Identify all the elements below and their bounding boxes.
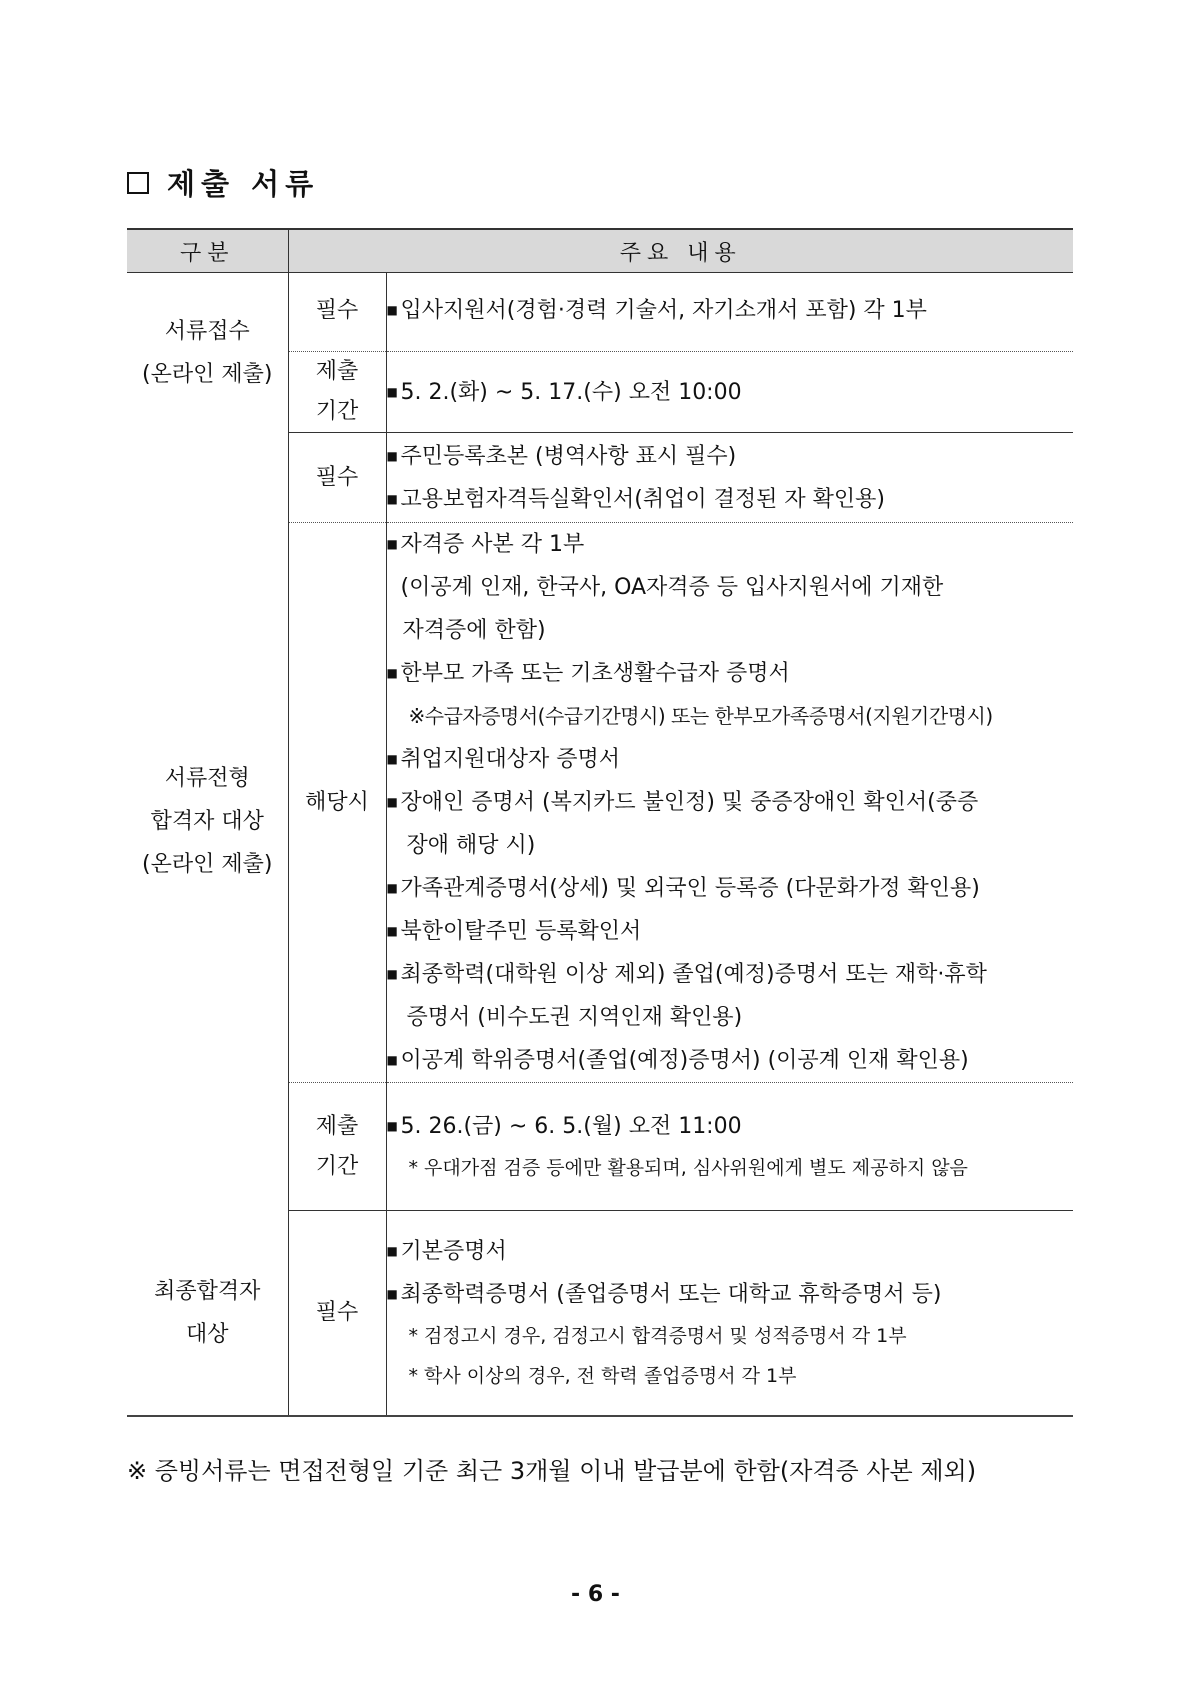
header-category: 구분 xyxy=(127,229,288,273)
documents-table xyxy=(127,228,1073,1417)
label-if-applicable: 해당시 xyxy=(288,523,386,1083)
square-bullet-icon: ■ xyxy=(386,537,398,551)
label-required: 필수 xyxy=(288,273,386,352)
square-bullet-icon: ■ xyxy=(386,881,398,895)
square-bullet-icon: ■ xyxy=(386,303,398,317)
section-title: 제출 서류 xyxy=(167,167,320,201)
label-submission-period: 제출 기간 xyxy=(288,352,386,433)
category-final-passers: 최종합격자 대상 xyxy=(127,1211,288,1416)
square-bullet-icon: ■ xyxy=(386,1053,398,1067)
detail-cell xyxy=(386,433,1073,523)
label-required: 필수 xyxy=(288,1211,386,1416)
table-header-row xyxy=(127,229,1073,273)
list-item: ■ 한부모 가족 또는 기초생활수급자 증명서 xyxy=(387,652,1074,695)
category-document-receipt: 서류접수 (온라인 제출) xyxy=(127,273,288,433)
list-item: ■ 자격증 사본 각 1부 xyxy=(387,523,1074,566)
section-heading xyxy=(127,162,319,203)
list-item: ■ 최종학력(대학원 이상 제외) 졸업(예정)증명서 또는 재학·휴학 xyxy=(387,953,1074,996)
list-item: ■ 북한이탈주민 등록확인서 xyxy=(387,910,1074,953)
list-item: ■ 최종학력증명서 (졸업증명서 또는 대학교 휴학증명서 등) xyxy=(387,1273,1074,1316)
detail-cell: ■ 자격증 사본 각 1부 (이공계 인재, 한국사, OA자격증 등 입사지원서에 기재한 자격증에 한함) ■ 한부모 가족 또는 기초생활수급자 증명서 ※수급자증명서(수급기간명시) 또는 한부모가족증명서(지원기간명시) ■ 취업지원대상자 증명서 ■ 장애인 증명서 (복지카드 불인정) 및 중증장애인 확인서(중증 장애 해당 시) ■ 가족관계증명서(상세) 및 외국인 등록증 (다문화가정 확인용) ■ 북한이탈주민 등록확인서 ■ 최종학력(대학원 이상 제외) 졸업(예정)증명서 또는 재학·휴학 증명서 (비수도권 지역인재 확인용) ■ 이공계 학위증명서(졸업(예정)증명서) (이공계 인재 확인용) xyxy=(386,523,1073,1083)
category-screening-passers: 서류전형 합격자 대상 (온라인 제출) xyxy=(127,433,288,1211)
square-bullet-icon: ■ xyxy=(386,491,398,506)
square-bullet-icon: ■ xyxy=(386,795,398,809)
square-bullet-icon: ■ xyxy=(386,924,398,938)
label-submission-period: 제출 기간 xyxy=(288,1083,386,1211)
square-bullet-icon: ■ xyxy=(386,666,398,680)
list-item: ■ 취업지원대상자 증명서 xyxy=(387,738,1074,781)
list-item: ■ 입사지원서(경험·경력 기술서, 자기소개서 포함) 각 1부 xyxy=(387,289,1074,332)
empty-square-icon xyxy=(127,172,149,194)
footer-note: ※ 증빙서류는 면접전형일 기준 최근 3개월 이내 발급분에 한함(자격증 사본 제외) xyxy=(127,1457,977,1485)
list-item: ■ 5. 2.(화) ~ 5. 17.(수) 오전 10:00 xyxy=(387,371,1074,414)
header-content: 주요 내용 xyxy=(288,229,1073,273)
list-item: ■ 가족관계증명서(상세) 및 외국인 등록증 (다문화가정 확인용) xyxy=(387,867,1074,910)
square-bullet-icon: ■ xyxy=(386,1243,398,1258)
square-bullet-icon: ■ xyxy=(386,1119,398,1133)
list-item: ■ 5. 26.(금) ~ 6. 5.(월) 오전 11:00 xyxy=(387,1105,1074,1148)
table-row xyxy=(127,433,1073,523)
detail-cell xyxy=(386,273,1073,352)
square-bullet-icon: ■ xyxy=(386,967,398,981)
detail-cell xyxy=(386,352,1073,433)
list-item: ■ 장애인 증명서 (복지카드 불인정) 및 중증장애인 확인서(중증 xyxy=(387,781,1074,824)
label-required: 필수 xyxy=(288,433,386,523)
square-bullet-icon: ■ xyxy=(386,384,398,399)
detail-cell: ■ 기본증명서 ■ 최종학력증명서 (졸업증명서 또는 대학교 휴학증명서 등) * 검정고시 경우, 검정고시 합격증명서 및 성적증명서 각 1부 * 학사 이상의 경우, 전 학력 졸업증명서 각 1부 xyxy=(386,1211,1073,1416)
square-bullet-icon: ■ xyxy=(386,448,398,463)
list-item: ■ 주민등록초본 (병역사항 표시 필수) xyxy=(387,435,1074,478)
detail-cell: ■ 5. 26.(금) ~ 6. 5.(월) 오전 11:00 * 우대가점 검증 등에만 활용되며, 심사위원에게 별도 제공하지 않음 xyxy=(386,1083,1073,1211)
table-row xyxy=(127,273,1073,352)
list-item: ■ 기본증명서 xyxy=(387,1230,1074,1273)
square-bullet-icon: ■ xyxy=(386,1286,398,1301)
page-number: - 6 - xyxy=(571,1582,620,1607)
square-bullet-icon: ■ xyxy=(386,752,398,766)
list-item: ■ 이공계 학위증명서(졸업(예정)증명서) (이공계 인재 확인용) xyxy=(387,1039,1074,1082)
list-item: ■ 고용보험자격득실확인서(취업이 결정된 자 확인용) xyxy=(387,478,1074,521)
table-row xyxy=(127,1211,1073,1416)
